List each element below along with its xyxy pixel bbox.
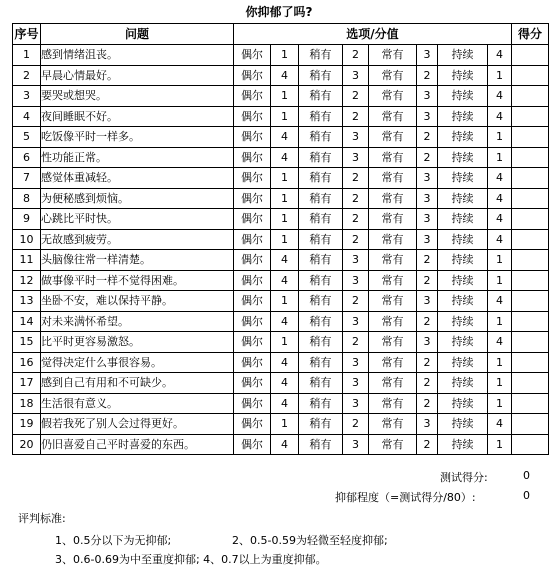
degree-value: 0	[523, 489, 530, 502]
option-score: 3	[343, 352, 369, 373]
option-label: 持续	[438, 229, 488, 250]
option-score: 2	[343, 188, 369, 209]
score-cell[interactable]	[512, 311, 549, 332]
option-label: 常有	[369, 209, 417, 230]
option-label: 常有	[369, 188, 417, 209]
option-score: 1	[488, 127, 512, 148]
table-row	[13, 229, 549, 250]
option-score: 1	[488, 434, 512, 455]
option-score: 1	[488, 352, 512, 373]
question-number: 12	[13, 270, 41, 291]
score-cell[interactable]	[512, 188, 549, 209]
question-number: 7	[13, 168, 41, 189]
option-score: 2	[343, 86, 369, 107]
question-text: 对未来满怀希望。	[41, 311, 234, 332]
option-score: 4	[488, 414, 512, 435]
option-score: 1	[271, 45, 299, 66]
table-row	[13, 106, 549, 127]
questionnaire-table	[12, 23, 549, 455]
question-number: 17	[13, 373, 41, 394]
option-label: 稍有	[299, 86, 343, 107]
option-label: 稍有	[299, 414, 343, 435]
question-text: 做事像平时一样不觉得困难。	[41, 270, 234, 291]
option-label: 偶尔	[234, 86, 271, 107]
score-cell[interactable]	[512, 106, 549, 127]
option-score: 3	[343, 147, 369, 168]
question-number: 4	[13, 106, 41, 127]
option-label: 持续	[438, 250, 488, 271]
option-score: 4	[488, 86, 512, 107]
option-score: 4	[488, 332, 512, 353]
option-score: 3	[417, 188, 438, 209]
option-label: 稍有	[299, 127, 343, 148]
option-label: 偶尔	[234, 209, 271, 230]
option-label: 稍有	[299, 434, 343, 455]
option-score: 3	[343, 250, 369, 271]
option-label: 常有	[369, 250, 417, 271]
question-text: 生活很有意义。	[41, 393, 234, 414]
option-score: 1	[488, 65, 512, 86]
table-row	[13, 434, 549, 455]
score-cell[interactable]	[512, 86, 549, 107]
question-text: 比平时更容易激怒。	[41, 332, 234, 353]
option-label: 常有	[369, 311, 417, 332]
header-score: 得分	[512, 24, 549, 45]
option-score: 4	[271, 393, 299, 414]
question-text: 吃饭像平时一样多。	[41, 127, 234, 148]
option-score: 1	[271, 414, 299, 435]
option-score: 4	[271, 65, 299, 86]
option-score: 2	[343, 106, 369, 127]
option-label: 稍有	[299, 393, 343, 414]
criteria-line-2: 3、0.6-0.69为中至重度抑郁; 4、0.7以上为重度抑郁。	[55, 553, 327, 566]
test-score-label: 测试得分:	[440, 471, 488, 484]
option-label: 常有	[369, 106, 417, 127]
option-label: 偶尔	[234, 414, 271, 435]
score-cell[interactable]	[512, 250, 549, 271]
option-score: 1	[488, 270, 512, 291]
score-cell[interactable]	[512, 168, 549, 189]
option-label: 稍有	[299, 65, 343, 86]
option-score: 3	[417, 209, 438, 230]
table-row	[13, 414, 549, 435]
option-score: 1	[488, 373, 512, 394]
option-score: 2	[343, 229, 369, 250]
option-label: 偶尔	[234, 332, 271, 353]
option-label: 持续	[438, 147, 488, 168]
option-label: 偶尔	[234, 229, 271, 250]
question-number: 10	[13, 229, 41, 250]
score-cell[interactable]	[512, 45, 549, 66]
option-score: 3	[343, 434, 369, 455]
score-cell[interactable]	[512, 373, 549, 394]
option-score: 4	[271, 250, 299, 271]
question-number: 2	[13, 65, 41, 86]
question-number: 5	[13, 127, 41, 148]
option-label: 稍有	[299, 250, 343, 271]
table-row	[13, 270, 549, 291]
score-cell[interactable]	[512, 434, 549, 455]
option-score: 1	[271, 168, 299, 189]
score-cell[interactable]	[512, 352, 549, 373]
option-score: 2	[417, 250, 438, 271]
option-label: 持续	[438, 106, 488, 127]
option-label: 稍有	[299, 147, 343, 168]
score-cell[interactable]	[512, 229, 549, 250]
option-label: 稍有	[299, 168, 343, 189]
option-label: 持续	[438, 393, 488, 414]
option-label: 偶尔	[234, 188, 271, 209]
table-row	[13, 45, 549, 66]
header-num: 序号	[13, 24, 41, 45]
option-score: 4	[271, 147, 299, 168]
option-label: 稍有	[299, 352, 343, 373]
option-label: 偶尔	[234, 393, 271, 414]
question-number: 16	[13, 352, 41, 373]
option-score: 4	[271, 270, 299, 291]
score-cell[interactable]	[512, 209, 549, 230]
option-score: 4	[488, 45, 512, 66]
table-row	[13, 147, 549, 168]
question-text: 夜间睡眠不好。	[41, 106, 234, 127]
table-row	[13, 291, 549, 312]
table-row	[13, 168, 549, 189]
option-label: 常有	[369, 393, 417, 414]
option-score: 4	[271, 373, 299, 394]
option-score: 2	[417, 65, 438, 86]
option-label: 常有	[369, 65, 417, 86]
option-score: 3	[417, 229, 438, 250]
option-score: 3	[417, 332, 438, 353]
table-row	[13, 209, 549, 230]
table-row	[13, 332, 549, 353]
option-label: 偶尔	[234, 373, 271, 394]
question-rows	[13, 45, 549, 455]
option-score: 1	[488, 147, 512, 168]
header-question: 问题	[41, 24, 234, 45]
option-score: 2	[343, 291, 369, 312]
option-score: 3	[343, 311, 369, 332]
option-label: 持续	[438, 291, 488, 312]
option-score: 3	[417, 168, 438, 189]
option-label: 偶尔	[234, 127, 271, 148]
option-label: 稍有	[299, 209, 343, 230]
option-score: 2	[343, 414, 369, 435]
criteria-line-1a: 1、0.5分以下为无抑郁;	[55, 534, 172, 547]
table-row	[13, 188, 549, 209]
option-label: 持续	[438, 209, 488, 230]
question-number: 20	[13, 434, 41, 455]
question-text: 无故感到疲劳。	[41, 229, 234, 250]
question-text: 感到情绪沮丧。	[41, 45, 234, 66]
table-row	[13, 127, 549, 148]
option-score: 2	[417, 434, 438, 455]
option-score: 1	[271, 188, 299, 209]
option-score: 3	[417, 414, 438, 435]
option-score: 4	[488, 229, 512, 250]
option-label: 常有	[369, 332, 417, 353]
question-text: 感觉体重减轻。	[41, 168, 234, 189]
question-text: 坐卧不安，难以保持平静。	[41, 291, 234, 312]
option-score: 1	[271, 229, 299, 250]
table-row	[13, 352, 549, 373]
option-score: 3	[417, 106, 438, 127]
option-score: 1	[488, 250, 512, 271]
option-label: 偶尔	[234, 168, 271, 189]
score-cell[interactable]	[512, 147, 549, 168]
option-score: 2	[343, 168, 369, 189]
option-label: 稍有	[299, 229, 343, 250]
question-number: 14	[13, 311, 41, 332]
option-label: 常有	[369, 373, 417, 394]
question-text: 假若我死了别人会过得更好。	[41, 414, 234, 435]
option-label: 持续	[438, 168, 488, 189]
option-label: 偶尔	[234, 45, 271, 66]
question-number: 9	[13, 209, 41, 230]
question-text: 为便秘感到烦恼。	[41, 188, 234, 209]
option-label: 偶尔	[234, 65, 271, 86]
option-label: 偶尔	[234, 291, 271, 312]
question-text: 头脑像往常一样清楚。	[41, 250, 234, 271]
option-score: 3	[343, 127, 369, 148]
question-number: 15	[13, 332, 41, 353]
option-score: 1	[488, 393, 512, 414]
option-label: 偶尔	[234, 270, 271, 291]
option-score: 3	[343, 373, 369, 394]
option-label: 持续	[438, 127, 488, 148]
option-label: 稍有	[299, 188, 343, 209]
option-label: 持续	[438, 434, 488, 455]
score-cell[interactable]	[512, 127, 549, 148]
question-number: 11	[13, 250, 41, 271]
option-score: 2	[343, 332, 369, 353]
option-label: 常有	[369, 147, 417, 168]
question-text: 要哭或想哭。	[41, 86, 234, 107]
question-number: 3	[13, 86, 41, 107]
option-label: 稍有	[299, 311, 343, 332]
option-score: 4	[271, 352, 299, 373]
option-score: 1	[271, 332, 299, 353]
option-label: 持续	[438, 373, 488, 394]
option-score: 2	[417, 127, 438, 148]
option-label: 偶尔	[234, 352, 271, 373]
option-score: 1	[271, 86, 299, 107]
option-label: 稍有	[299, 373, 343, 394]
option-label: 常有	[369, 127, 417, 148]
question-number: 19	[13, 414, 41, 435]
option-score: 4	[271, 311, 299, 332]
question-text: 觉得决定什么事很容易。	[41, 352, 234, 373]
criteria-heading: 评判标准:	[18, 512, 66, 525]
option-label: 稍有	[299, 45, 343, 66]
question-text: 感到自己有用和不可缺少。	[41, 373, 234, 394]
option-label: 稍有	[299, 291, 343, 312]
option-label: 持续	[438, 270, 488, 291]
option-label: 持续	[438, 332, 488, 353]
option-label: 偶尔	[234, 250, 271, 271]
option-label: 稍有	[299, 106, 343, 127]
option-label: 稍有	[299, 332, 343, 353]
option-score: 3	[417, 45, 438, 66]
option-label: 偶尔	[234, 311, 271, 332]
option-label: 常有	[369, 291, 417, 312]
option-label: 常有	[369, 414, 417, 435]
option-label: 常有	[369, 229, 417, 250]
table-row	[13, 393, 549, 414]
option-score: 3	[417, 291, 438, 312]
degree-label: 抑郁程度（=测试得分/80）:	[335, 491, 476, 504]
option-score: 4	[488, 291, 512, 312]
option-label: 常有	[369, 352, 417, 373]
test-score-value: 0	[523, 469, 530, 482]
question-text: 仍旧喜爱自己平时喜爱的东西。	[41, 434, 234, 455]
score-cell[interactable]	[512, 393, 549, 414]
option-label: 持续	[438, 188, 488, 209]
question-number: 1	[13, 45, 41, 66]
option-label: 持续	[438, 86, 488, 107]
option-label: 持续	[438, 311, 488, 332]
question-number: 18	[13, 393, 41, 414]
option-score: 2	[417, 311, 438, 332]
option-label: 常有	[369, 434, 417, 455]
option-score: 4	[271, 434, 299, 455]
option-score: 4	[488, 188, 512, 209]
option-score: 3	[343, 270, 369, 291]
question-text: 早晨心情最好。	[41, 65, 234, 86]
option-label: 持续	[438, 65, 488, 86]
option-label: 持续	[438, 352, 488, 373]
table-row	[13, 311, 549, 332]
score-cell[interactable]	[512, 270, 549, 291]
score-cell[interactable]	[512, 65, 549, 86]
question-text: 心跳比平时快。	[41, 209, 234, 230]
option-score: 4	[488, 209, 512, 230]
option-score: 3	[343, 65, 369, 86]
option-score: 1	[271, 106, 299, 127]
option-score: 3	[343, 393, 369, 414]
option-score: 2	[417, 352, 438, 373]
option-score: 2	[417, 393, 438, 414]
option-score: 2	[417, 270, 438, 291]
table-row	[13, 373, 549, 394]
option-score: 1	[488, 311, 512, 332]
score-cell[interactable]	[512, 291, 549, 312]
option-score: 1	[271, 209, 299, 230]
option-label: 偶尔	[234, 106, 271, 127]
option-label: 持续	[438, 45, 488, 66]
question-number: 8	[13, 188, 41, 209]
table-row	[13, 250, 549, 271]
page-title: 你抑郁了吗?	[245, 5, 313, 19]
question-text: 性功能正常。	[41, 147, 234, 168]
option-score: 2	[417, 373, 438, 394]
option-score: 4	[488, 168, 512, 189]
header-options: 选项/分值	[234, 24, 512, 45]
question-number: 13	[13, 291, 41, 312]
option-label: 偶尔	[234, 434, 271, 455]
criteria-line-1b: 2、0.5-0.59为轻微至轻度抑郁;	[232, 534, 388, 547]
option-label: 常有	[369, 168, 417, 189]
option-score: 2	[343, 209, 369, 230]
table-row	[13, 86, 549, 107]
score-cell[interactable]	[512, 332, 549, 353]
option-score: 4	[488, 106, 512, 127]
option-score: 3	[417, 86, 438, 107]
option-score: 2	[343, 45, 369, 66]
score-cell[interactable]	[512, 414, 549, 435]
table-row	[13, 65, 549, 86]
option-label: 常有	[369, 45, 417, 66]
option-label: 稍有	[299, 270, 343, 291]
option-score: 1	[271, 291, 299, 312]
option-label: 持续	[438, 414, 488, 435]
option-score: 2	[417, 147, 438, 168]
option-label: 常有	[369, 86, 417, 107]
header-row	[13, 24, 549, 45]
option-label: 偶尔	[234, 147, 271, 168]
question-number: 6	[13, 147, 41, 168]
option-score: 4	[271, 127, 299, 148]
option-label: 常有	[369, 270, 417, 291]
